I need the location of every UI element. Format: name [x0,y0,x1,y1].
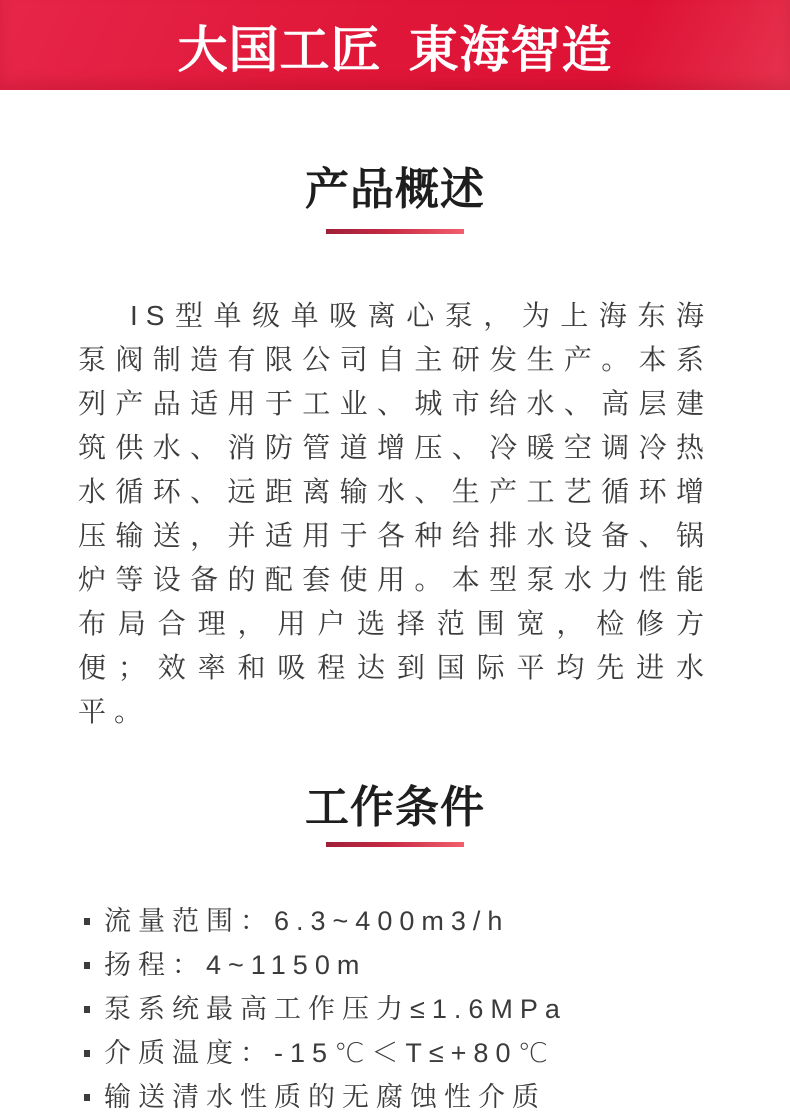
conditions-title: 工作条件 [305,783,485,832]
bullet-icon [84,918,90,925]
condition-item-label: 扬程：4~1150m [104,950,367,980]
conditions-section [0,783,790,1119]
bullet-icon [84,1050,90,1057]
overview-title-underline [326,229,464,234]
bullet-icon [84,1094,90,1101]
condition-item-flow-range [84,899,750,943]
condition-item-label: 泵系统最高工作压力≤1.6MPa [104,994,567,1024]
condition-item-label: 输送清水性质的无腐蚀性介质 [104,1082,546,1112]
bullet-icon [84,1006,90,1013]
condition-item-label: 介质温度：-15℃＜T≤+80℃ [104,1038,555,1068]
bullet-icon [84,962,90,969]
condition-item-head [84,943,750,987]
overview-title: 产品概述 [305,165,485,214]
condition-item-max-pressure [84,987,750,1031]
conditions-list [84,899,750,1119]
condition-item-medium-temperature [84,1031,750,1075]
condition-item-medium-type [84,1075,750,1119]
banner-title: 大国工匠 東海智造 [177,22,613,78]
banner [0,0,790,90]
conditions-title-underline [326,842,464,847]
overview-paragraph: IS型单级单吸离心泵，为上海东海泵阀制造有限公司自主研发生产。本系列产品适用于工业、城市给水、高层建筑供水、消防管道增压、冷暖空调冷热水循环、远距离输水、生产工艺循环增压输送，并适用于各种给排水设备、锅炉等设备的配套使用。本型泵水力性能布局合理，用户选择范围宽，检修方便；效率和吸程达到国际平均先进水平。 [78,300,712,727]
condition-item-label: 流量范围：6.3~400m3/h [104,906,510,936]
overview-section [0,165,790,734]
